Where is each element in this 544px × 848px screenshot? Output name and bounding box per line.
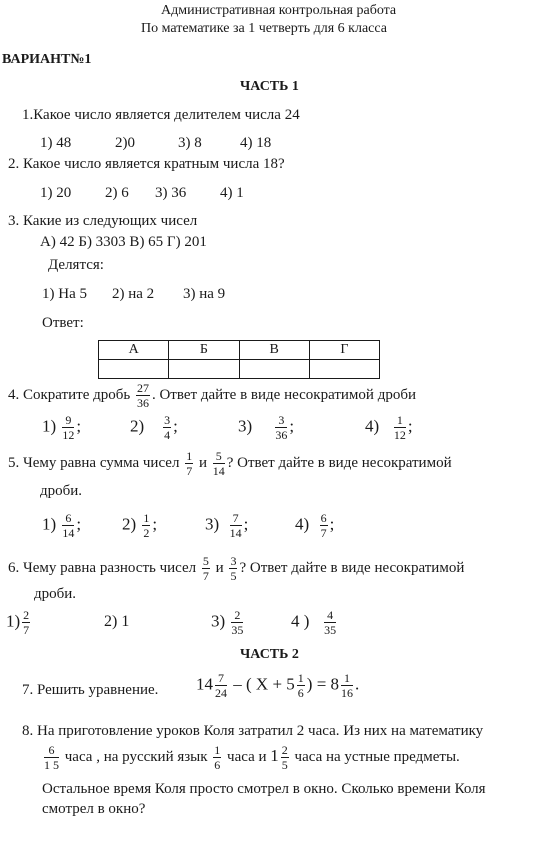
answer-cell[interactable] [99,360,169,379]
option-label: 4) [295,514,310,534]
q6-option-3 [211,609,245,636]
fraction-num: 3 [164,413,171,427]
document-title: Административная контрольная работа [161,3,397,18]
q8-line3: Остальное время Коля просто смотрел в окно. Сколько времени Коля [42,781,486,797]
q5-option-1 [42,512,81,539]
fraction-num: 5 [202,554,209,568]
q1-text: 1.Какое число является делителем числа 24 [22,107,300,123]
fraction-den: 35 [324,623,337,637]
fraction-num: 1 [186,449,193,463]
option-fraction [324,609,336,636]
fraction-den: 16 [341,686,354,700]
option-tail: ; [407,416,413,436]
q5-line2: дроби. [40,483,83,499]
q6-fraction-b [229,555,237,582]
option-tail: ; [289,416,295,436]
q4-fraction [136,382,150,409]
q8-line4: смотрел в окно? [42,801,146,817]
option-tail: ; [243,514,249,534]
fraction-den: 7 [186,464,193,478]
q8-fraction-3 [281,744,289,771]
option-tail: ; [173,416,178,436]
q5-fraction-a [185,450,193,477]
option-fraction [22,609,30,636]
part2-title: ЧАСТЬ 2 [240,647,299,662]
part1-title: ЧАСТЬ 1 [240,79,299,94]
q7-fraction-3 [341,672,353,699]
option-fraction [142,512,150,539]
option-tail: ; [152,514,158,534]
q7-fraction-2 [297,672,305,699]
option-label: 2) [130,416,145,436]
option-fraction [320,512,328,539]
fraction-num: 1 [394,414,406,428]
answer-table-header: А [99,341,169,360]
answer-table-header-row [99,341,380,360]
fraction-num: 1 [341,672,353,686]
fraction-den: 36 [275,428,288,442]
q7-whole: 14 [196,674,213,694]
q4-fraction-den: 36 [136,396,149,410]
fraction-num: 7 [215,672,227,686]
q4-prefix: 4. Сократите дробь [8,386,131,403]
fraction-num: 2 [281,743,288,757]
option-label: 3) [205,514,220,534]
fraction-den: 12 [62,428,75,442]
fraction-den: 5 [230,569,237,583]
q5-option-2 [122,512,157,539]
q3-option-2: 2) на 2 [112,286,155,302]
option-label: 1) [6,611,21,631]
q2-option-2: 2) 6 [105,185,129,201]
q3-option-1: 1) На 5 [42,286,87,302]
answer-table-input-row [99,360,380,379]
option-label: 1) [42,514,57,534]
answer-cell[interactable] [169,360,239,379]
q5-fraction-b [213,450,225,477]
fraction-den: 2 [143,526,150,540]
q8-text-3: часа на устные предметы. [294,748,460,765]
q4-option-1 [42,414,81,441]
fraction-num: 2 [231,609,243,623]
fraction-den: 14 [229,526,242,540]
fraction-den: 4 [164,428,171,442]
q8-text-2: часа и [227,748,267,765]
answer-table [98,340,380,379]
fraction-num: 1 [297,671,304,685]
q1-option-1: 1) 48 [40,135,72,151]
q4-suffix: . Ответ дайте в виде несократимой дроби [151,386,416,403]
fraction-den: 14 [212,464,225,478]
q6-option-2: 2) 1 [104,613,130,630]
q6-mid: и [215,559,224,576]
variant-label: ВАРИАНТ№1 [2,52,92,67]
q7-end: . [355,674,360,694]
q8-whole: 1 [270,745,279,765]
option-fraction [62,414,74,441]
q2-option-4: 4) 1 [220,185,244,201]
fraction-den: 6 [214,758,221,772]
option-fraction [62,512,74,539]
fraction-num: 6 [320,511,327,525]
q2-text: 2. Какое число является кратным числа 18? [8,156,285,172]
q7-equation [196,672,359,699]
fraction-num: 2 [23,608,30,622]
q6-suffix: ? Ответ дайте в виде несократимой [239,559,465,576]
option-fraction [230,512,242,539]
option-tail: ; [76,514,82,534]
q2-option-3: 3) 36 [155,185,187,201]
option-fraction [163,414,171,441]
option-fraction [275,414,287,441]
q6-prefix: 6. Чему равна разность чисел [8,559,197,576]
q7-prefix: 7. Решить уравнение. [22,682,159,698]
q5-suffix: ? Ответ дайте в виде несократимой [226,454,452,471]
q2-option-1: 1) 20 [40,185,72,201]
fraction-den: 7 [23,623,30,637]
fraction-num: 6 [44,744,59,758]
option-label: 4 ) [291,611,310,631]
document-subtitle: По математике за 1 четверть для 6 класса [141,21,387,36]
answer-table-header: В [239,341,309,360]
fraction-den: 7 [320,526,327,540]
q6-option-1 [6,609,32,636]
answer-cell[interactable] [309,360,379,379]
q1-option-4: 4) 18 [240,135,272,151]
q4-line [8,382,416,409]
q3-answer-label: Ответ: [42,315,84,331]
answer-cell[interactable] [239,360,309,379]
q6-line2: дроби. [34,586,77,602]
fraction-den: 12 [393,428,406,442]
fraction-num: 4 [324,609,336,623]
q8-fraction-2 [213,744,221,771]
option-label: 4) [365,416,380,436]
q6-fraction-a [202,555,210,582]
q4-option-3 [238,414,294,441]
q4-fraction-num: 27 [136,381,149,395]
fraction-den: 35 [231,623,244,637]
q4-option-4 [365,414,413,441]
fraction-num: 5 [213,450,225,464]
answer-table-header: Б [169,341,239,360]
option-label: 3) [238,416,253,436]
q6-option-4 [291,609,338,636]
q3-option-3: 3) на 9 [183,286,226,302]
q5-prefix: 5. Чему равна сумма чисел [8,454,180,471]
q4-option-2 [130,414,178,441]
q5-line [8,450,452,477]
q6-line [8,555,464,582]
fraction-den: 1 5 [44,758,59,772]
option-label: 1) [42,416,57,436]
q3-divide-label: Делятся: [48,257,104,273]
q5-option-3 [205,512,248,539]
fraction-den: 7 [202,569,209,583]
fraction-num: 3 [275,414,287,428]
option-label: 2) [122,514,137,534]
fraction-num: 1 [143,511,150,525]
q5-mid: и [198,454,207,471]
fraction-num: 6 [62,512,74,526]
fraction-den: 6 [297,686,304,700]
q7-fraction-1 [215,672,227,699]
fraction-num: 7 [230,512,242,526]
q8-text-1: часа , на русский язык [64,748,208,765]
q1-option-2: 2)0 [115,135,135,151]
fraction-num: 3 [230,554,237,568]
fraction-den: 24 [215,686,227,700]
option-tail: ; [76,416,82,436]
fraction-den: 5 [281,758,288,772]
fraction-den: 14 [62,526,75,540]
q5-option-4 [295,512,334,539]
option-tail: ; [329,514,335,534]
q3-numbers: А) 42 Б) 3303 В) 65 Г) 201 [40,234,207,250]
q8-line2 [42,744,460,771]
option-fraction [231,609,243,636]
q1-option-3: 3) 8 [178,135,202,151]
option-fraction [394,414,406,441]
answer-table-header: Г [309,341,379,360]
fraction-num: 1 [214,743,221,757]
q3-text: 3. Какие из следующих чисел [8,213,198,229]
option-label: 3) [211,611,226,631]
q7-mid: – ( X + 5 [233,674,295,694]
q8-fraction-1 [44,744,59,771]
q7-eq: ) = 8 [306,674,340,694]
q8-line1: 8. На приготовление уроков Коля затратил 2 часа. Из них на математику [22,723,484,739]
fraction-num: 9 [62,414,74,428]
